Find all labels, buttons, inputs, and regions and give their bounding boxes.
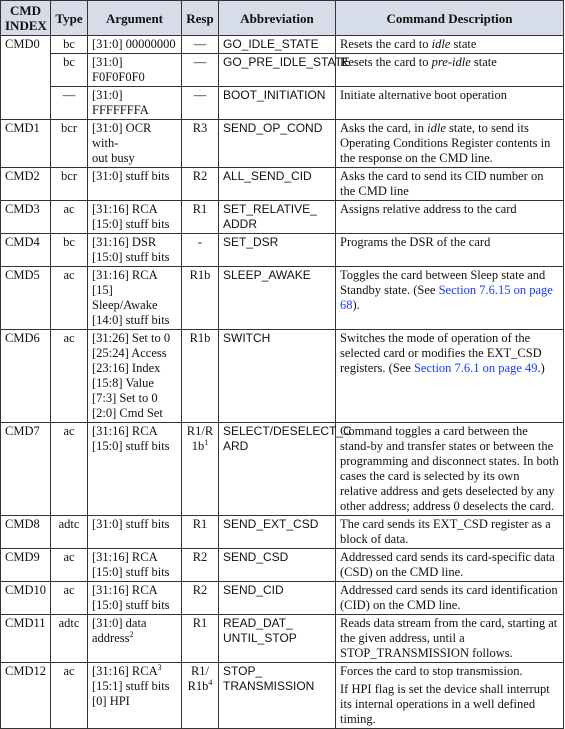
- argument-line: [31:16] RCA: [92, 550, 158, 564]
- description-cell: [336, 663, 564, 729]
- argument-line: [31:16] RCA: [92, 202, 158, 216]
- resp-line: $R1b^4$: [187, 677, 213, 693]
- argument-cell: [88, 615, 182, 663]
- table-row: [1, 267, 564, 330]
- argument-line: [15:0] stuff bits: [92, 217, 170, 231]
- table-row: [1, 54, 564, 87]
- abbreviation-cell: [219, 615, 336, 663]
- cmd-index-cell: CMD0: [1, 36, 51, 120]
- type-cell: adtc: [51, 615, 88, 663]
- description-text: state: [450, 37, 477, 51]
- abbreviation-cell: [219, 201, 336, 234]
- argument-cell: [88, 516, 182, 549]
- resp-line: $1b^1$: [191, 437, 209, 453]
- argument-cell: [88, 36, 182, 54]
- description-text: Addressed card sends its card-specific data (CSD) on the CMD line.: [340, 550, 555, 579]
- abbreviation-line: BOOT_INITIATION: [223, 88, 326, 102]
- cmd-index-cell: CMD5: [1, 267, 51, 330]
- footnote-ref: 4: [208, 677, 213, 687]
- abbreviation-line: SET_RELATIVE_: [223, 202, 317, 216]
- argument-cell: [88, 330, 182, 423]
- abbreviation-cell: [219, 120, 336, 168]
- description-cell: [336, 615, 564, 663]
- resp-line: R2: [192, 550, 208, 564]
- abbreviation-cell: [219, 234, 336, 267]
- description-text: Initiate alternative boot operation: [340, 88, 507, 102]
- description-text: Toggles the card between Sleep state and Standby state. (See: [340, 268, 546, 297]
- cmd-index-cell: CMD7: [1, 423, 51, 516]
- abbreviation-cell: [219, 267, 336, 330]
- table-row: [1, 234, 564, 267]
- resp-cell: [182, 54, 219, 87]
- abbreviation-cell: [219, 36, 336, 54]
- description-cell: [336, 234, 564, 267]
- resp-cell: [182, 120, 219, 168]
- argument-line: [31:26] Set to 0: [92, 331, 171, 345]
- abbreviation-cell: [219, 582, 336, 615]
- argument-cell: [88, 201, 182, 234]
- section-link[interactable]: Section 7.6.15 on page 68: [340, 283, 553, 312]
- abbreviation-line: STOP_: [223, 664, 263, 678]
- abbreviation-line: ALL_SEND_CID: [223, 169, 312, 183]
- header-argument: Argument: [88, 1, 182, 36]
- abbreviation-line: SWITCH: [223, 331, 271, 345]
- abbreviation-cell: [219, 54, 350, 87]
- description-text: ).: [352, 298, 360, 312]
- type-cell: adtc: [51, 516, 88, 549]
- header-cmd-index: CMD INDEX: [1, 1, 51, 36]
- type-cell: bc: [51, 36, 88, 54]
- resp-cell: [182, 201, 219, 234]
- cmd-index-cell: CMD9: [1, 549, 51, 582]
- argument-line: [31:16] RCA$^3$: [92, 662, 162, 678]
- table-row: [1, 663, 564, 729]
- argument-cell: [88, 234, 182, 267]
- type-cell: ac: [51, 549, 88, 582]
- argument-cell: [88, 582, 182, 615]
- resp-cell: [182, 663, 219, 729]
- argument-line: [7:3] Set to 0: [92, 391, 158, 405]
- description-text: Asks the card to send its CID number on the CMD line: [340, 169, 544, 198]
- cmd-index-cell: CMD3: [1, 201, 51, 234]
- argument-line: out busy: [92, 151, 135, 165]
- abbreviation-cell: [219, 330, 336, 423]
- abbreviation-line: SET_DSR: [223, 235, 279, 249]
- type-cell: ac: [51, 663, 88, 729]
- section-link[interactable]: Section 7.6.1 on page 49: [413, 361, 538, 375]
- abbreviation-cell: [219, 87, 336, 120]
- abbreviation-cell: [219, 663, 336, 729]
- argument-line: [0] HPI: [92, 694, 130, 708]
- header-type: Type: [51, 1, 88, 36]
- abbreviation-line: TRANSMISSION: [223, 679, 315, 693]
- type-cell: ac: [51, 201, 88, 234]
- cmd-index-cell: CMD8: [1, 516, 51, 549]
- argument-cell: [88, 120, 182, 168]
- resp-line: —: [193, 37, 207, 51]
- description-text: Resets the card to: [340, 55, 432, 69]
- resp-line: R2: [192, 583, 208, 597]
- table-row: [1, 201, 564, 234]
- abbreviation-cell: [219, 549, 336, 582]
- resp-line: R1b: [189, 331, 211, 345]
- argument-line: [15:0] stuff bits: [92, 565, 170, 579]
- resp-line: R1: [192, 202, 208, 216]
- description-text: Command toggles a card between the stand-by and transfer states or between the programming and disconnect states. In both cases the card is selected by its own relative address and gets deselected by any other address; address 0 deselects the card.: [340, 424, 559, 513]
- resp-cell: [182, 615, 219, 663]
- description-text: Forces the card to stop transmission.: [340, 664, 523, 678]
- description-cell: [336, 54, 564, 87]
- table-row: [1, 582, 564, 615]
- abbreviation-line: SEND_CID: [223, 583, 284, 597]
- argument-line: [2:0] Cmd Set: [92, 406, 163, 420]
- resp-line: R1: [192, 517, 208, 531]
- table-row: [1, 549, 564, 582]
- resp-line: R3: [192, 121, 208, 135]
- header-command-description: Command Description: [336, 1, 564, 36]
- header-resp: Resp: [182, 1, 219, 36]
- footnote-ref: 3: [157, 662, 162, 672]
- description-cell: [336, 168, 564, 201]
- description-cell: [336, 267, 564, 330]
- description-cell: [336, 516, 564, 549]
- abbreviation-line: ARD: [223, 439, 249, 453]
- type-cell: ac: [51, 267, 88, 330]
- description-cell: [336, 36, 564, 54]
- description-emphasis: idle: [431, 37, 451, 51]
- argument-line: [15:1] stuff bits: [92, 679, 170, 693]
- resp-cell: [182, 87, 219, 120]
- description-text: Reads data stream from the card, starting at the given address, until a STOP_TRANSMISSION follows.: [340, 616, 558, 660]
- argument-line: [25:24] Access: [92, 346, 167, 360]
- description-emphasis: pre-idle: [431, 55, 471, 69]
- type-cell: ac: [51, 330, 88, 423]
- table-body: [1, 36, 564, 729]
- type-cell: ac: [51, 582, 88, 615]
- description-text: Assigns relative address to the card: [340, 202, 517, 216]
- description-cell: [336, 330, 564, 423]
- argument-cell: [88, 168, 182, 201]
- description-cell: [336, 423, 564, 516]
- description-cell: [336, 87, 564, 120]
- description-text-extra: If HPI flag is set the device shall interrupt its internal operations in a well defined timing.: [340, 682, 550, 726]
- type-cell: ac: [51, 423, 88, 516]
- description-text: Switches the mode of operation of the selected card or modifies the EXT_CSD registers. (See: [340, 331, 542, 375]
- resp-line: R1/: [190, 664, 210, 678]
- resp-cell: [182, 423, 219, 516]
- argument-cell: [88, 423, 182, 516]
- type-cell: bcr: [51, 120, 88, 168]
- argument-line: [23:16] Index: [92, 361, 161, 375]
- abbreviation-line: READ_DAT_: [223, 616, 293, 630]
- abbreviation-line: ADDR: [223, 217, 258, 231]
- resp-cell: [182, 36, 219, 54]
- type-cell: —: [51, 87, 88, 120]
- cmd-index-cell: CMD4: [1, 234, 51, 267]
- table-row: [1, 87, 564, 120]
- abbreviation-line: SLEEP_AWAKE: [223, 268, 311, 282]
- table-row: [1, 423, 564, 516]
- cmd-index-cell: CMD10: [1, 582, 51, 615]
- resp-line: R1/R: [186, 424, 214, 438]
- resp-line: —: [193, 55, 207, 69]
- argument-line: [31:16] RCA: [92, 424, 158, 438]
- description-emphasis: idle: [427, 121, 446, 135]
- argument-cell: [88, 663, 182, 729]
- resp-line: -: [197, 235, 203, 249]
- description-text: Addressed card sends its card identification (CID) on the CMD line.: [340, 583, 558, 612]
- argument-line: [31:0] FFFFFFFA: [92, 88, 149, 117]
- argument-cell: [88, 549, 182, 582]
- argument-line: address$^2$: [92, 629, 134, 645]
- argument-line: [31:0] F0F0F0F0: [92, 55, 145, 84]
- footnote-ref: 1: [204, 437, 209, 447]
- table-row: [1, 615, 564, 663]
- argument-cell: [88, 54, 182, 87]
- description-text: state, to send its Operating Conditions Register contents in the response on the CMD line.: [340, 121, 551, 165]
- abbreviation-line: SELECT/DESELECT_C: [223, 424, 352, 438]
- abbreviation-cell: [219, 516, 336, 549]
- resp-cell: [182, 168, 219, 201]
- description-cell: [336, 120, 564, 168]
- abbreviation-cell: [219, 423, 352, 516]
- argument-line: [31:16] RCA: [92, 268, 158, 282]
- description-text: Asks the card, in: [340, 121, 428, 135]
- footnote-ref: 2: [129, 629, 134, 639]
- argument-cell: [88, 87, 182, 120]
- description-cell: [336, 582, 564, 615]
- resp-cell: [182, 234, 219, 267]
- argument-line: [31:16] DSR: [92, 235, 157, 249]
- cmd-index-cell: CMD6: [1, 330, 51, 423]
- argument-line: [15:0] stuff bits: [92, 598, 170, 612]
- argument-line: [31:0] data: [92, 616, 147, 630]
- type-cell: bcr: [51, 168, 88, 201]
- cmd-index-cell: CMD11: [1, 615, 51, 663]
- table-header-row: [1, 1, 564, 36]
- description-text: Resets the card to: [340, 37, 432, 51]
- abbreviation-line: UNTIL_STOP: [223, 631, 297, 645]
- abbreviation-line: GO_IDLE_STATE: [223, 37, 319, 51]
- table-row: [1, 168, 564, 201]
- cmd-index-cell: CMD1: [1, 120, 51, 168]
- cmd-index-cell: CMD2: [1, 168, 51, 201]
- abbreviation-line: GO_PRE_IDLE_STATE: [223, 55, 350, 69]
- argument-cell: [88, 267, 182, 330]
- table-row: [1, 330, 564, 423]
- argument-line: [14:0] stuff bits: [92, 313, 170, 327]
- abbreviation-cell: [219, 168, 336, 201]
- header-abbreviation: Abbreviation: [219, 1, 336, 36]
- argument-line: [15:0] stuff bits: [92, 439, 170, 453]
- argument-line: [15:0] stuff bits: [92, 250, 170, 264]
- resp-line: R1b: [189, 268, 211, 282]
- resp-cell: [182, 582, 219, 615]
- type-cell: bc: [51, 54, 88, 87]
- description-text: Programs the DSR of the card: [340, 235, 491, 249]
- description-text: The card sends its EXT_CSD register as a block of data.: [340, 517, 551, 546]
- abbreviation-line: SEND_OP_COND: [223, 121, 323, 135]
- argument-line: [31:0] stuff bits: [92, 517, 170, 531]
- table-row: [1, 36, 564, 54]
- description-cell: [336, 201, 564, 234]
- argument-line: [31:16] RCA: [92, 583, 158, 597]
- description-cell: [336, 549, 564, 582]
- cmd-index-cell: CMD12: [1, 663, 51, 729]
- resp-line: R1: [192, 616, 208, 630]
- argument-line: [31:0] stuff bits: [92, 169, 170, 183]
- abbreviation-line: SEND_EXT_CSD: [223, 517, 319, 531]
- resp-cell: [182, 267, 219, 330]
- resp-cell: [182, 549, 219, 582]
- resp-cell: [182, 330, 219, 423]
- description-text: state: [470, 55, 497, 69]
- resp-line: R2: [192, 169, 208, 183]
- argument-line: [15] Sleep/Awake: [92, 283, 158, 312]
- description-text: .): [537, 361, 545, 375]
- resp-line: —: [193, 88, 207, 102]
- table-row: [1, 516, 564, 549]
- argument-line: [31:0] 00000000: [92, 37, 176, 51]
- resp-cell: [182, 516, 219, 549]
- argument-line: [31:0] OCR with-: [92, 121, 152, 150]
- argument-line: [15:8] Value: [92, 376, 154, 390]
- abbreviation-line: SEND_CSD: [223, 550, 289, 564]
- type-cell: bc: [51, 234, 88, 267]
- table-row: [1, 120, 564, 168]
